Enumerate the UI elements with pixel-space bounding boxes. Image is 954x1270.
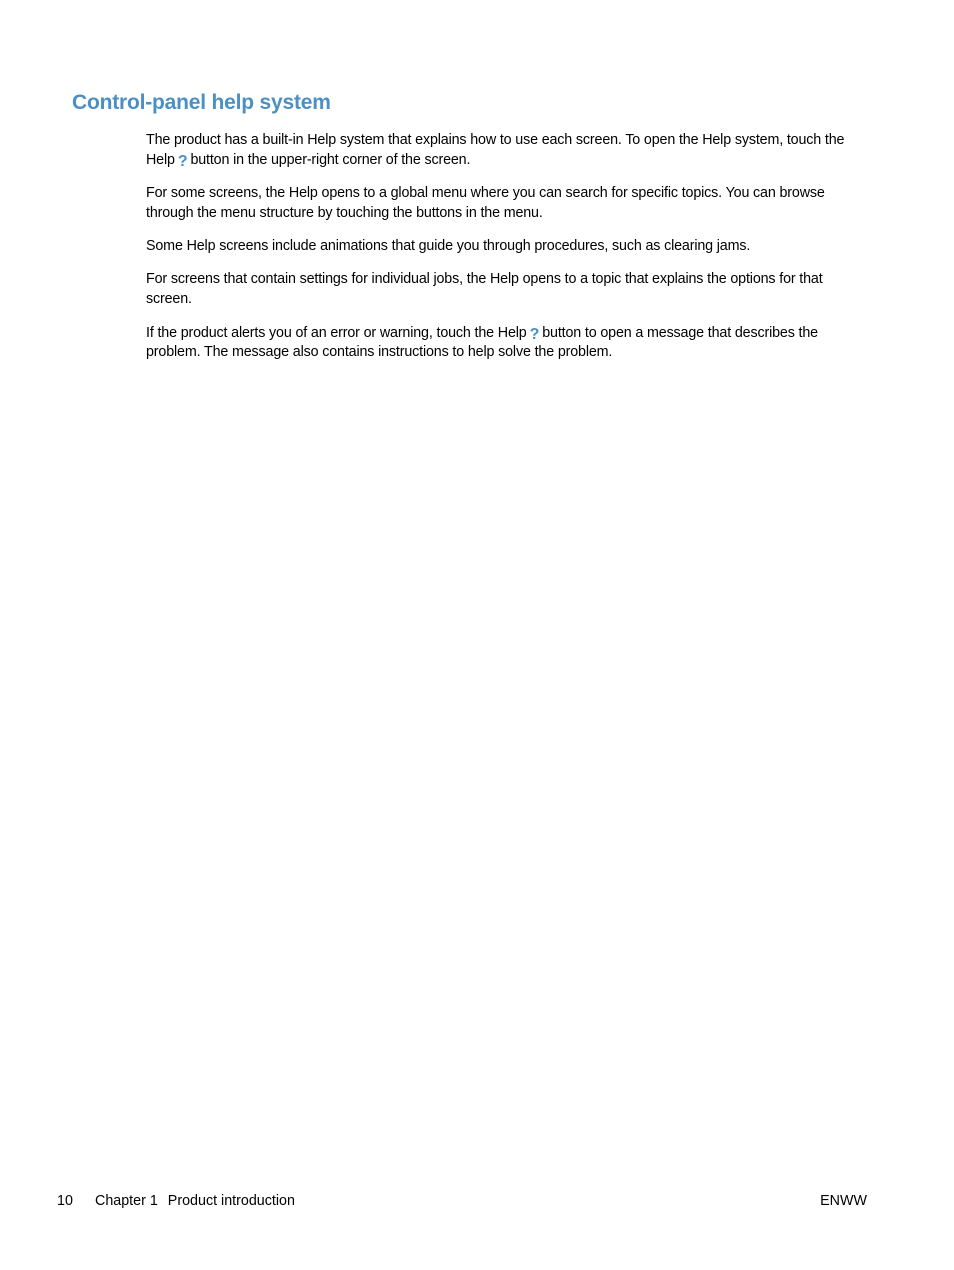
footer-edition-label: ENWW <box>820 1193 867 1209</box>
paragraph-text: button in the upper-right corner of the screen. <box>190 151 471 168</box>
paragraph-job-settings: For screens that contain settings for individual jobs, the Help opens to a topic that explains the options for that screen. <box>146 271 823 308</box>
paragraph-error-warning <box>146 324 871 364</box>
paragraph-global-menu: For some screens, the Help opens to a global menu where you can search for specific topics. You can browse through the menu structure by touching the buttons in the menu. <box>146 185 825 221</box>
paragraph-text: button to open a message that describes the problem. The message also contains instructions to help solve the problem. <box>146 324 818 361</box>
section-title: Control-panel help system <box>72 91 331 114</box>
paragraph-animations: Some Help screens include animations that guide you through procedures, such as clearing jams. <box>146 238 751 255</box>
paragraph-text: If the product alerts you of an error or warning, touch the Help <box>146 324 527 341</box>
help-icon: ? <box>177 152 188 170</box>
page-number: 10 <box>57 1193 73 1209</box>
help-icon: ? <box>529 325 540 343</box>
paragraph-text: The product has a built-in Help system that explains how to use each screen. To open the Help system, touch the Help <box>146 132 845 168</box>
paragraph-help-intro <box>146 131 871 171</box>
footer-chapter-title: Product introduction <box>167 1193 295 1209</box>
footer-left <box>57 1192 295 1211</box>
footer-chapter: Chapter 1 <box>95 1193 158 1209</box>
section-body <box>146 131 871 377</box>
